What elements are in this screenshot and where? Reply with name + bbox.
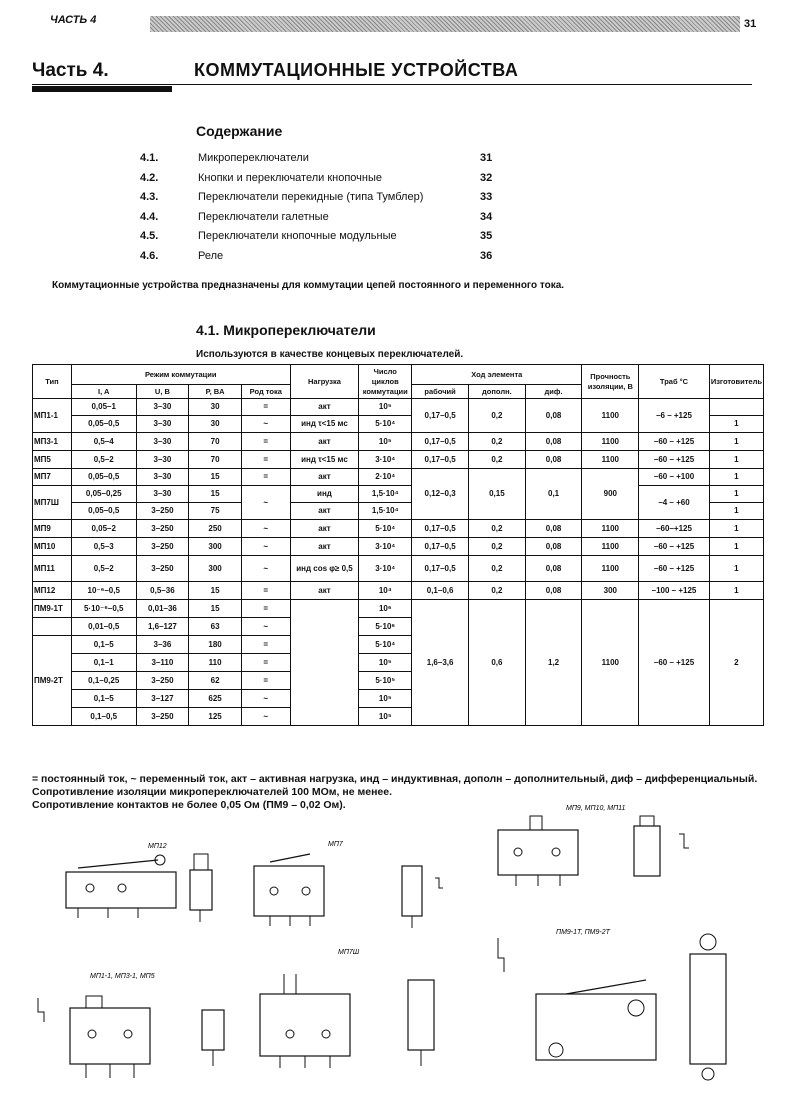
spec-table (32, 364, 764, 726)
table-cell: ПМ9-2Т (33, 636, 72, 726)
table-cell: 300 (189, 538, 242, 556)
table-cell: 3–250 (136, 538, 189, 556)
table-cell: 1100 (582, 538, 639, 556)
drawing-mp7sh (230, 944, 370, 1094)
table-cell: 1 (709, 416, 763, 433)
table-cell: ~ (241, 690, 290, 708)
table-cell: 5·10⁴ (359, 636, 412, 654)
table-cell: 70 (189, 433, 242, 451)
table-cell: ~ (241, 486, 290, 520)
drawing-mp7sh-side (392, 960, 472, 1080)
th-add: дополн. (469, 385, 526, 399)
table-cell: 0,5–4 (71, 433, 136, 451)
table-cell: инд (290, 486, 359, 503)
table-cell: МП7Ш (33, 486, 72, 520)
table-cell: = (241, 469, 290, 486)
table-cell: 0,08 (525, 399, 582, 433)
table-cell: = (241, 654, 290, 672)
table-cell: 3–250 (136, 556, 189, 582)
table-cell: 0,01–36 (136, 600, 189, 618)
table-cell: инд cos φ≥ 0,5 (290, 556, 359, 582)
toc-number: 4.1. (140, 152, 159, 164)
table-cell: 10⁵ (359, 654, 412, 672)
th-mode: Режим коммутации (71, 365, 290, 385)
table-cell: 10⁵ (359, 433, 412, 451)
table-cell: 30 (189, 399, 242, 416)
table-cell: 0,05–2 (71, 520, 136, 538)
table-cell: 0,5–2 (71, 556, 136, 582)
table-cell: 0,1–0,5 (71, 708, 136, 726)
table-cell: –60 – +125 (639, 538, 710, 556)
table-cell: 1 (709, 538, 763, 556)
table-cell: инд τ<15 мс (290, 416, 359, 433)
table-cell: 15 (189, 582, 242, 600)
drawing-mp12-side (178, 840, 233, 930)
table-cell: 1 (709, 451, 763, 469)
table-cell: 1 (709, 520, 763, 538)
table-cell: 0,5–3 (71, 538, 136, 556)
table-cell: ПМ9-1Т (33, 600, 72, 618)
title-rule-bar (32, 86, 172, 92)
table-row (33, 582, 764, 600)
table-cell: 0,15 (469, 469, 526, 520)
table-cell: –6 – +125 (639, 399, 710, 433)
intro-paragraph: Коммутационные устройства предназначены для коммутации цепей постоянного и переменного тока. (52, 280, 565, 291)
table-cell: 0,17–0,5 (412, 399, 469, 433)
page-number: 31 (744, 18, 757, 30)
table-cell: 1,6–127 (136, 618, 189, 636)
table-cell: –60 – +125 (639, 556, 710, 582)
table-cell: 110 (189, 654, 242, 672)
table-cell: 0,12–0,3 (412, 469, 469, 520)
table-cell: 900 (582, 469, 639, 520)
table-cell: 0,01–0,5 (71, 618, 136, 636)
toc-heading: Содержание (196, 123, 283, 139)
drawing-label: ПМ9-1Т, ПМ9-2Т (556, 929, 610, 936)
table-cell (33, 618, 72, 636)
table-row (33, 600, 764, 618)
table-cell: 10⁶ (359, 600, 412, 618)
table-cell: 3–30 (136, 451, 189, 469)
table-cell: 3–250 (136, 672, 189, 690)
table-cell: 1 (709, 582, 763, 600)
table-cell: 0,05–1 (71, 399, 136, 416)
table-cell: 0,2 (469, 556, 526, 582)
table-cell: ~ (241, 556, 290, 582)
table-cell: 10⁵ (359, 708, 412, 726)
table-cell: 15 (189, 486, 242, 503)
toc-page: 31 (480, 152, 493, 164)
table-cell: МП9 (33, 520, 72, 538)
table-cell: 1100 (582, 399, 639, 433)
th-u: U, B (136, 385, 189, 399)
th-insulation: Прочность изоляции, В (582, 365, 639, 399)
table-cell: 0,17–0,5 (412, 433, 469, 451)
table-cell: 0,05–0,25 (71, 486, 136, 503)
toc-item (140, 250, 520, 268)
table-cell: 3·10⁴ (359, 556, 412, 582)
table-cell: 300 (582, 582, 639, 600)
table-cell: –60–+125 (639, 520, 710, 538)
table-cell: 3–30 (136, 416, 189, 433)
table-cell: 1100 (582, 451, 639, 469)
table-cell: акт (290, 520, 359, 538)
table-cell: 1100 (582, 556, 639, 582)
table-cell: 0,1–1 (71, 654, 136, 672)
table-cell: МП3-1 (33, 433, 72, 451)
table-row (33, 399, 764, 416)
drawing-label: МП7 (328, 841, 343, 848)
table-cell: 1 (709, 503, 763, 520)
part-title: Часть 4. (32, 60, 109, 81)
table-cell: 10⁴ (359, 582, 412, 600)
table-cell: акт (290, 433, 359, 451)
table-cell: 3–36 (136, 636, 189, 654)
th-current: Род тока (241, 385, 290, 399)
table-cell: ~ (241, 538, 290, 556)
toc-number: 4.2. (140, 171, 159, 184)
table-row (33, 451, 764, 469)
table-row (33, 520, 764, 538)
toc-page: 36 (480, 249, 493, 262)
table-cell: 0,08 (525, 556, 582, 582)
table-cell: 0,1–0,25 (71, 672, 136, 690)
table-cell: акт (290, 582, 359, 600)
table-cell: 0,17–0,5 (412, 538, 469, 556)
table-cell: 0,17–0,5 (412, 556, 469, 582)
table-cell: МП11 (33, 556, 72, 582)
toc-item (140, 191, 520, 209)
table-cell: 1,5·10⁴ (359, 503, 412, 520)
table-row (33, 469, 764, 486)
table-cell: 0,1–0,6 (412, 582, 469, 600)
table-cell: 63 (189, 618, 242, 636)
table-row (33, 433, 764, 451)
table-cell: 70 (189, 451, 242, 469)
drawing-pm9-side (678, 908, 748, 1098)
table-cell: 3–30 (136, 399, 189, 416)
th-work: рабочий (412, 385, 469, 399)
table-cell: акт (290, 399, 359, 416)
drawing-mp9 (486, 800, 626, 900)
toc-title: Реле (198, 249, 224, 262)
table-cell: 62 (189, 672, 242, 690)
table-cell: 3·10⁴ (359, 451, 412, 469)
drawing-label: МП9, МП10, МП11 (566, 805, 626, 812)
table-cell (709, 399, 763, 416)
table-row (33, 486, 764, 503)
table-cell: ~ (241, 520, 290, 538)
table-cell: 1 (709, 486, 763, 503)
table-cell: 0,17–0,5 (412, 451, 469, 469)
table-cell: 0,2 (469, 582, 526, 600)
table-cell: 2·10⁴ (359, 469, 412, 486)
table-cell: 125 (189, 708, 242, 726)
table-cell: 3–30 (136, 486, 189, 503)
table-cell: 2 (709, 600, 763, 726)
table-cell (290, 600, 359, 726)
table-cell: 0,1–5 (71, 636, 136, 654)
table-cell: 0,17–0,5 (412, 520, 469, 538)
table-cell: 30 (189, 416, 242, 433)
table-cell: 1,6–3,6 (412, 600, 469, 726)
title-rule (32, 84, 752, 85)
toc-page: 34 (480, 210, 493, 223)
drawing-mp9-side (604, 812, 704, 892)
table-cell: 10⁵ (359, 399, 412, 416)
toc-page: 33 (480, 191, 493, 203)
part-name: КОММУТАЦИОННЫЕ УСТРОЙСТВА (194, 60, 519, 80)
table-cell: 1100 (582, 600, 639, 726)
table-cell: ~ (241, 708, 290, 726)
toc-title: Переключатели перекидные (типа Тумблер) (198, 191, 424, 203)
table-cell: 10⁻⁶–0,5 (71, 582, 136, 600)
table-cell: –60 – +125 (639, 433, 710, 451)
table-cell: МП10 (33, 538, 72, 556)
table-cell: = (241, 451, 290, 469)
table-cell: 3·10⁴ (359, 538, 412, 556)
table-cell: 1,2 (525, 600, 582, 726)
th-diff: диф. (525, 385, 582, 399)
th-travel: Ход элемента (412, 365, 582, 385)
drawing-mp7-side (390, 848, 450, 938)
th-temp: Траб °С (639, 365, 710, 399)
table-cell: 1,5·10⁴ (359, 486, 412, 503)
running-header: ЧАСТЬ 4 (50, 14, 97, 26)
table-cell: 0,6 (469, 600, 526, 726)
toc-page: 35 (480, 230, 493, 242)
drawing-label: МП12 (148, 843, 167, 850)
drawing-mp1 (30, 968, 160, 1098)
table-cell: –60 – +125 (639, 451, 710, 469)
drawing-pm9 (486, 924, 686, 1094)
table-cell: 5·10⁴ (359, 520, 412, 538)
toc-title: Переключатели галетные (198, 210, 329, 223)
table-cell: 3–250 (136, 708, 189, 726)
table-cell: акт (290, 538, 359, 556)
table-cell: МП5 (33, 451, 72, 469)
table-cell: 3–110 (136, 654, 189, 672)
table-cell: 3–250 (136, 520, 189, 538)
table-row (33, 556, 764, 582)
table-cell: = (241, 672, 290, 690)
toc-title: Микропереключатели (198, 152, 309, 164)
table-cell: 0,2 (469, 520, 526, 538)
table-cell: 0,2 (469, 538, 526, 556)
table-row (33, 538, 764, 556)
toc-item (140, 230, 520, 248)
toc-number: 4.5. (140, 230, 159, 242)
legend-line: = постоянный ток, ~ переменный ток, акт – активная нагрузка, инд – индуктивная, дополн – дополнительный, диф – дифференциальный. (32, 773, 758, 785)
table-cell: 300 (189, 556, 242, 582)
table-cell: 0,2 (469, 451, 526, 469)
table-cell: 1 (709, 433, 763, 451)
table-cell: 0,5–2 (71, 451, 136, 469)
table-cell: = (241, 399, 290, 416)
th-i: I, A (71, 385, 136, 399)
table-cell: 5·10⁴ (359, 416, 412, 433)
table-cell: 0,08 (525, 433, 582, 451)
table-cell: 15 (189, 600, 242, 618)
table-cell: МП12 (33, 582, 72, 600)
toc-item (140, 172, 520, 190)
table-cell: 3–250 (136, 503, 189, 520)
table-cell: 3–127 (136, 690, 189, 708)
table-cell: 75 (189, 503, 242, 520)
table-cell: 0,5–36 (136, 582, 189, 600)
toc-number: 4.6. (140, 249, 159, 262)
table-cell: 1 (709, 556, 763, 582)
legend (32, 773, 762, 812)
table-cell: = (241, 582, 290, 600)
table-cell: 10⁵ (359, 690, 412, 708)
table-cell: 5·10⁶ (359, 618, 412, 636)
th-p: P, BA (189, 385, 242, 399)
drawing-label: МП1-1, МП3-1, МП5 (90, 973, 155, 980)
table-cell: 3–30 (136, 469, 189, 486)
table-cell: –100 – +125 (639, 582, 710, 600)
section-heading: 4.1. Микропереключатели (196, 322, 376, 338)
table-cell: 250 (189, 520, 242, 538)
table-cell: 0,05–0,5 (71, 503, 136, 520)
toc-page: 32 (480, 171, 493, 184)
table-cell: –60 – +100 (639, 469, 710, 486)
th-maker: Изготовитель (709, 365, 763, 399)
section-subtitle: Используются в качестве концевых переключателей. (196, 349, 464, 360)
table-cell: 0,08 (525, 538, 582, 556)
table-cell: 0,05–0,5 (71, 416, 136, 433)
th-load: Нагрузка (290, 365, 359, 399)
drawing-label: МП7Ш (338, 949, 360, 956)
table-cell: 1100 (582, 520, 639, 538)
table-cell: 180 (189, 636, 242, 654)
table-cell: 0,2 (469, 399, 526, 433)
table-cell: 625 (189, 690, 242, 708)
table-cell: 1100 (582, 433, 639, 451)
table-cell: 0,08 (525, 582, 582, 600)
table-cell: 0,08 (525, 520, 582, 538)
toc-title: Переключатели кнопочные модульные (198, 230, 397, 242)
toc-number: 4.3. (140, 191, 159, 203)
table-cell: 0,1–5 (71, 690, 136, 708)
table-cell: 0,08 (525, 451, 582, 469)
table-cell: = (241, 433, 290, 451)
th-type: Тип (33, 365, 72, 399)
table-cell: ~ (241, 618, 290, 636)
table-cell: 1 (709, 469, 763, 486)
table-cell: МП1-1 (33, 399, 72, 433)
table-cell: 0,1 (525, 469, 582, 520)
toc-number: 4.4. (140, 210, 159, 223)
header-band (150, 16, 740, 32)
toc-item (140, 152, 520, 170)
table-cell: 0,05–0,5 (71, 469, 136, 486)
table-cell: МП7 (33, 469, 72, 486)
table-cell: 0,2 (469, 433, 526, 451)
table-cell: акт (290, 469, 359, 486)
legend-line: Сопротивление изоляции микропереключателей 100 МОм, не менее. (32, 786, 393, 798)
table-cell: инд τ<15 мс (290, 451, 359, 469)
table-cell: –4 – +60 (639, 486, 710, 520)
table-cell: = (241, 636, 290, 654)
table-cell: ~ (241, 416, 290, 433)
toc-title: Кнопки и переключатели кнопочные (198, 171, 383, 184)
toc-item (140, 211, 520, 229)
table-cell: акт (290, 503, 359, 520)
legend-line: Сопротивление контактов не более 0,05 Ом (ПМ9 – 0,02 Ом). (32, 799, 346, 811)
table-cell: = (241, 600, 290, 618)
drawing-mp7 (240, 836, 350, 936)
table-cell: 3–30 (136, 433, 189, 451)
table-cell: 5·10⁻⁶–0,5 (71, 600, 136, 618)
table-cell: 5·10⁵ (359, 672, 412, 690)
th-cycles: Число циклов коммутации (359, 365, 412, 399)
table-cell: 15 (189, 469, 242, 486)
table-cell: –60 – +125 (639, 600, 710, 726)
